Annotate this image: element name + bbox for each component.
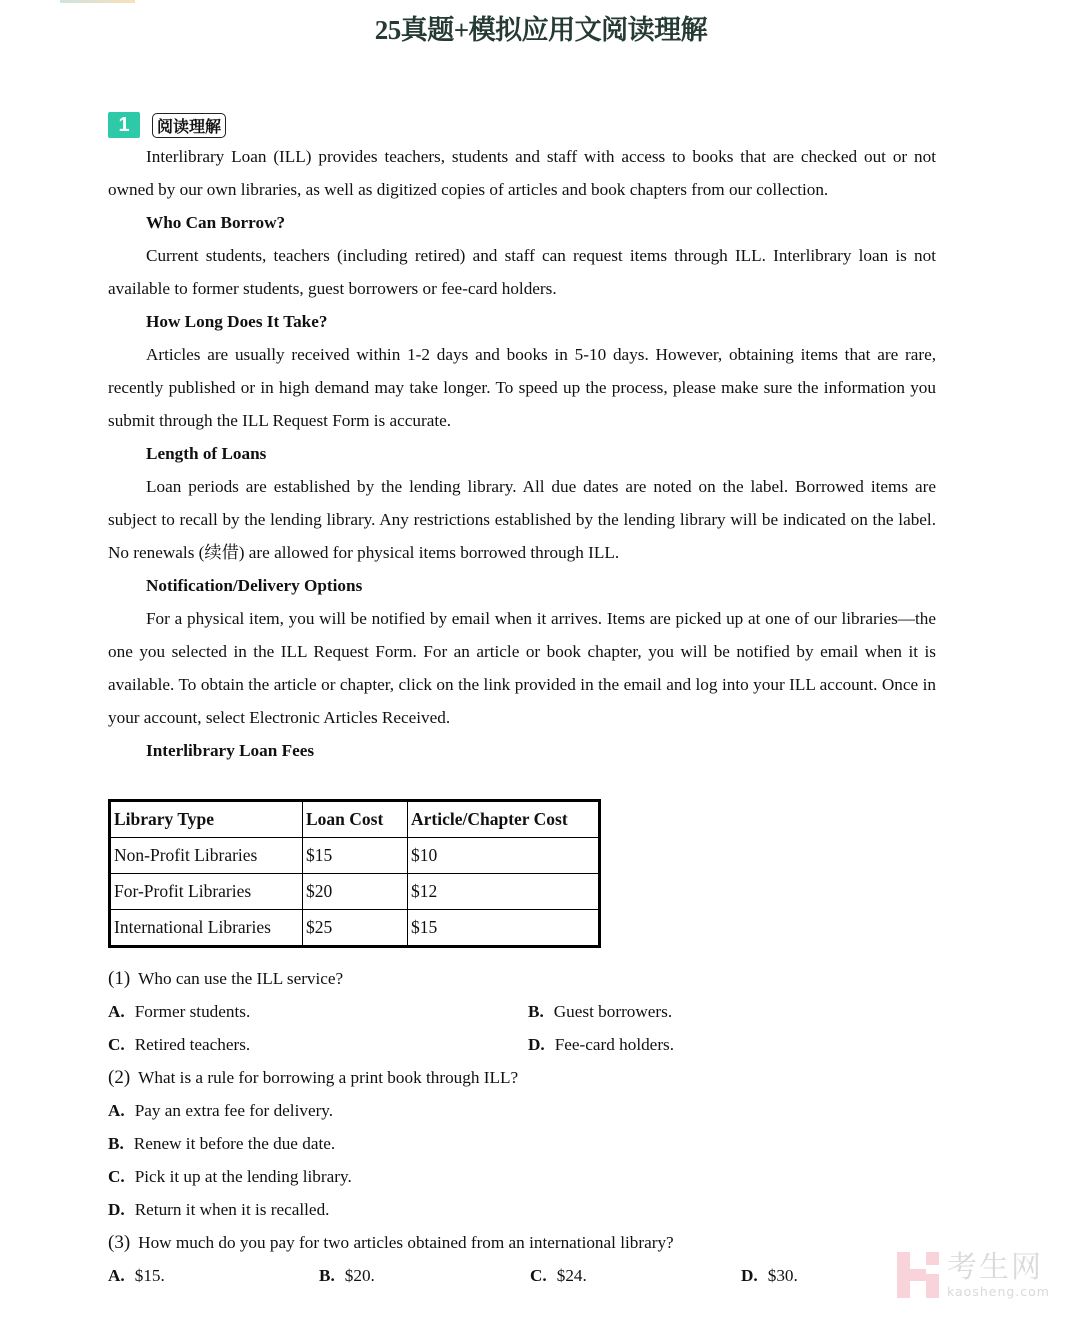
question-number: (1)	[108, 968, 131, 989]
table-cell: $15	[303, 838, 408, 874]
fees-heading: Interlibrary Loan Fees	[146, 741, 315, 760]
question-text: Who can use the ILL service?	[138, 969, 344, 988]
option-d[interactable]: D. Return it when it is recalled.	[108, 1200, 330, 1219]
table-cell: For-Profit Libraries	[110, 874, 303, 910]
reading-passage	[108, 140, 936, 767]
question-number-badge: 1	[108, 112, 140, 138]
section-body: Loan periods are established by the lending library. All due dates are noted on the label. Borrowed items are subject to recall by the lending library. Any restrictions established by the lending library will be indicated on the label. No renewals (续借) are allowed for physical items borrowed through ILL.	[108, 477, 936, 562]
question-text: How much do you pay for two articles obtained from an international library?	[138, 1233, 674, 1252]
option-d[interactable]: D. $30.	[741, 1266, 798, 1285]
section-heading: Length of Loans	[146, 444, 267, 463]
question-1	[108, 962, 938, 1061]
options	[108, 1259, 938, 1292]
table-row	[110, 874, 600, 910]
options	[108, 1094, 938, 1226]
option-d[interactable]: D. Fee-card holders.	[528, 1035, 675, 1054]
fees-table	[108, 799, 601, 948]
option-a[interactable]: A. $15.	[108, 1266, 165, 1285]
section-body: Articles are usually received within 1-2 days and books in 5-10 days. However, obtaining items that are rare, recently published or in high demand may take longer. To speed up the process, please make sure the information you submit through the ILL Request Form is accurate.	[108, 345, 936, 430]
option-a[interactable]: A. Former students.	[108, 1002, 251, 1021]
section-body: For a physical item, you will be notified by email when it arrives. Items are picked up at one of our libraries—the one you selected in the ILL Request Form. For an article or book chapter, you will be notified by email when it is available. To obtain the article or chapter, click on the link provided in the email and log into your ILL account. Once in your account, select Electronic Articles Received.	[108, 609, 936, 727]
table-cell: $12	[408, 874, 600, 910]
table-cell: $20	[303, 874, 408, 910]
table-cell: $15	[408, 910, 600, 947]
question-text: What is a rule for borrowing a print book through ILL?	[138, 1068, 519, 1087]
section-heading: How Long Does It Take?	[146, 312, 328, 331]
table-row	[110, 910, 600, 947]
kaosheng-logo-icon	[897, 1252, 939, 1298]
section-heading: Who Can Borrow?	[146, 213, 286, 232]
table-header-cell: Loan Cost	[303, 801, 408, 838]
table-cell: Non-Profit Libraries	[110, 838, 303, 874]
watermark	[897, 1252, 1050, 1299]
question-2	[108, 1061, 938, 1226]
table-row	[110, 838, 600, 874]
table-header-row	[110, 801, 600, 838]
option-c[interactable]: C. Retired teachers.	[108, 1035, 251, 1054]
top-edge-fragment	[60, 0, 135, 3]
question-number: (3)	[108, 1232, 131, 1253]
table-header-cell: Article/Chapter Cost	[408, 801, 600, 838]
watermark-cn: 考生网	[947, 1250, 1043, 1285]
page-title: 25真题+模拟应用文阅读理解	[374, 15, 708, 45]
option-a[interactable]: A. Pay an extra fee for delivery.	[108, 1101, 334, 1120]
question-block-header	[108, 112, 226, 138]
option-c[interactable]: C. $24.	[530, 1266, 587, 1285]
table-cell: $25	[303, 910, 408, 947]
table-cell: International Libraries	[110, 910, 303, 947]
option-b[interactable]: B. Guest borrowers.	[528, 1002, 673, 1021]
question-3	[108, 1226, 938, 1292]
option-c[interactable]: C. Pick it up at the lending library.	[108, 1167, 352, 1186]
question-type-label: 阅读理解	[152, 113, 226, 138]
option-b[interactable]: B. Renew it before the due date.	[108, 1134, 336, 1153]
options	[108, 995, 938, 1061]
option-b[interactable]: B. $20.	[319, 1266, 375, 1285]
watermark-en: kaosheng.com	[947, 1284, 1050, 1299]
table-header-cell: Library Type	[110, 801, 303, 838]
questions	[108, 962, 938, 1292]
table-cell: $10	[408, 838, 600, 874]
passage-intro: Interlibrary Loan (ILL) provides teachers, students and staff with access to books that are checked out or not owned by our own libraries, as well as digitized copies of articles and book chapters from our collection.	[108, 147, 936, 199]
section-heading: Notification/Delivery Options	[146, 576, 363, 595]
section-body: Current students, teachers (including retired) and staff can request items through ILL. Interlibrary loan is not available to former students, guest borrowers or fee-card holders.	[108, 246, 936, 298]
question-number: (2)	[108, 1067, 131, 1088]
